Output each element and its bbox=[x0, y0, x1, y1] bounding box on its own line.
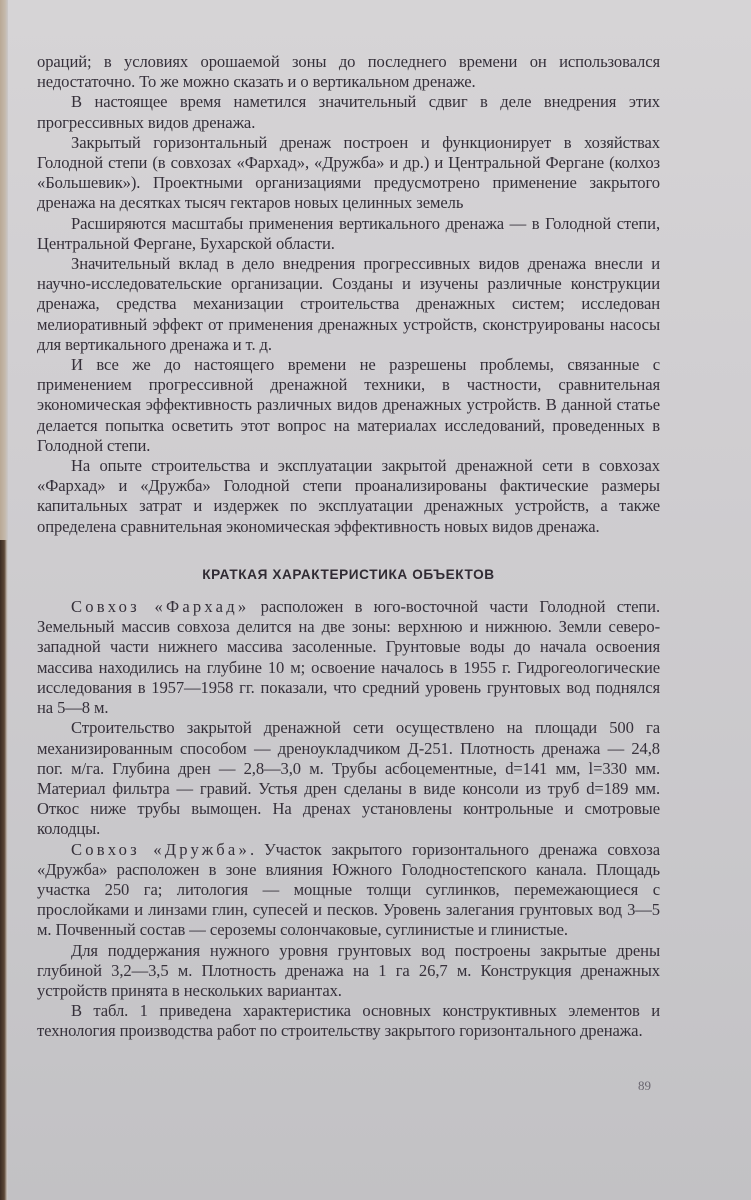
paragraph: И все же до настоящего времени не разрешены проблемы, связанные с применением прогрессивной дренажной техники, в частности, сравнительная экономическая эффективность различных видов дренажных устройств. В данной статье делается попытка осветить этот вопрос на материалах исследований, проведенных в Голодной степи. bbox=[37, 355, 660, 455]
page-number: 89 bbox=[638, 1078, 651, 1093]
paragraph-lead: Совхоз «Дружба» bbox=[71, 839, 250, 859]
paragraph: Для поддержания нужного уровня грунтовых вод построены закрытые дрены глубиной 3,2—3,5 м. Плотность дренажа на 1 га 26,7 м. Конструкция дренажных устройств принята в нескольких вариантах. bbox=[37, 940, 660, 1000]
paragraph: В табл. 1 приведена характеристика основных конструктивных элементов и технология производства работ по строительству закрытого горизонтального дренажа. bbox=[37, 1001, 660, 1041]
paragraph-druzhba bbox=[37, 840, 660, 941]
paragraph: На опыте строительства и эксплуатации закрытой дренажной сети в совхозах «Фархад» и «Дружба» Голодной степи проанализированы фактические размеры капитальных затрат и издержек по эксплуатации дренажных устройств, а также определена сравнительная экономическая эффективность новых видов дренажа. bbox=[37, 456, 660, 536]
paragraph-continued: ораций; в условиях орошаемой зоны до последнего времени он использовался недостаточно. То же можно сказать и о вертикальном дренаже. bbox=[37, 52, 660, 92]
book-binding-shadow bbox=[0, 540, 7, 1200]
paragraph: Строительство закрытой дренажной сети осуществлено на площади 500 га механизированным способом — дреноукладчиком Д-251. Плотность дренажа — 24,8 пог. м/га. Глубина дрен — 2,8—3,0 м. Трубы асбоцементные, d=141 мм, l=330 мм. Материал фильтра — гравий. Устья дрен сделаны в виде консоли из труб d=189 мм. Откос ниже трубы вымощен. На дренах установлены контрольные и смотровые колодцы. bbox=[37, 718, 660, 839]
paragraph: Значительный вклад в дело внедрения прогрессивных видов дренажа внесли и научно-исследовательские организации. Созданы и изучены различные конструкции дренажа, средства механизации строительства дренажных систем; исследован мелиоративный эффект от применения дренажных устройств, сконструированы насосы для вертикального дренажа и т. д. bbox=[37, 254, 660, 354]
section-heading: КРАТКАЯ ХАРАКТЕРИСТИКА ОБЪЕКТОВ bbox=[202, 566, 495, 582]
paragraph-text: . Участок закрытого горизонтального дренажа совхоза «Дружба» расположен в зоне влияния Южного Голодностепского канала. Площадь участка 250 га; литология — мощные толщи суглинков, перемежающиеся с прослойками и линзами глин, супесей и песков. Уровень залегания грунтовых вод 3—5 м. Почвенный состав — сероземы солончаковые, суглинистые и глинистые. bbox=[37, 839, 660, 940]
paragraph: Закрытый горизонтальный дренаж построен и функционирует в хозяйствах Голодной степи (в совхозах «Фархад», «Дружба» и др.) и Центральной Фергане (колхоз «Большевик»). Проектными организациями предусмотрено применение закрытого дренажа на десятках тысяч гектаров новых целинных земель bbox=[37, 132, 660, 213]
page-body bbox=[37, 52, 660, 1042]
paragraph: Расширяются масштабы применения вертикального дренажа — в Голодной степи, Центральной Фергане, Бухарской области. bbox=[37, 213, 660, 253]
paragraph: В настоящее время наметился значительный сдвиг в деле внедрения этих прогрессивных видов дренажа. bbox=[37, 92, 660, 132]
paragraph-farkhad bbox=[37, 597, 660, 718]
paragraph-lead: Совхоз «Фархад» bbox=[71, 597, 250, 617]
paragraph-text: расположен в юго-восточной части Голодной степи. Земельный массив совхоза делится на две зоны: верхнюю и нижнюю. Земли северо-западной части нижнего массива засоленные. Грунтовые воды до начала освоения массива находились на глубине 10 м; освоение началось в 1955 г. Гидрогеологические исследования в 1957—1958 гг. показали, что средний уровень грунтовых вод поднялся на 5—8 м. bbox=[37, 597, 660, 718]
